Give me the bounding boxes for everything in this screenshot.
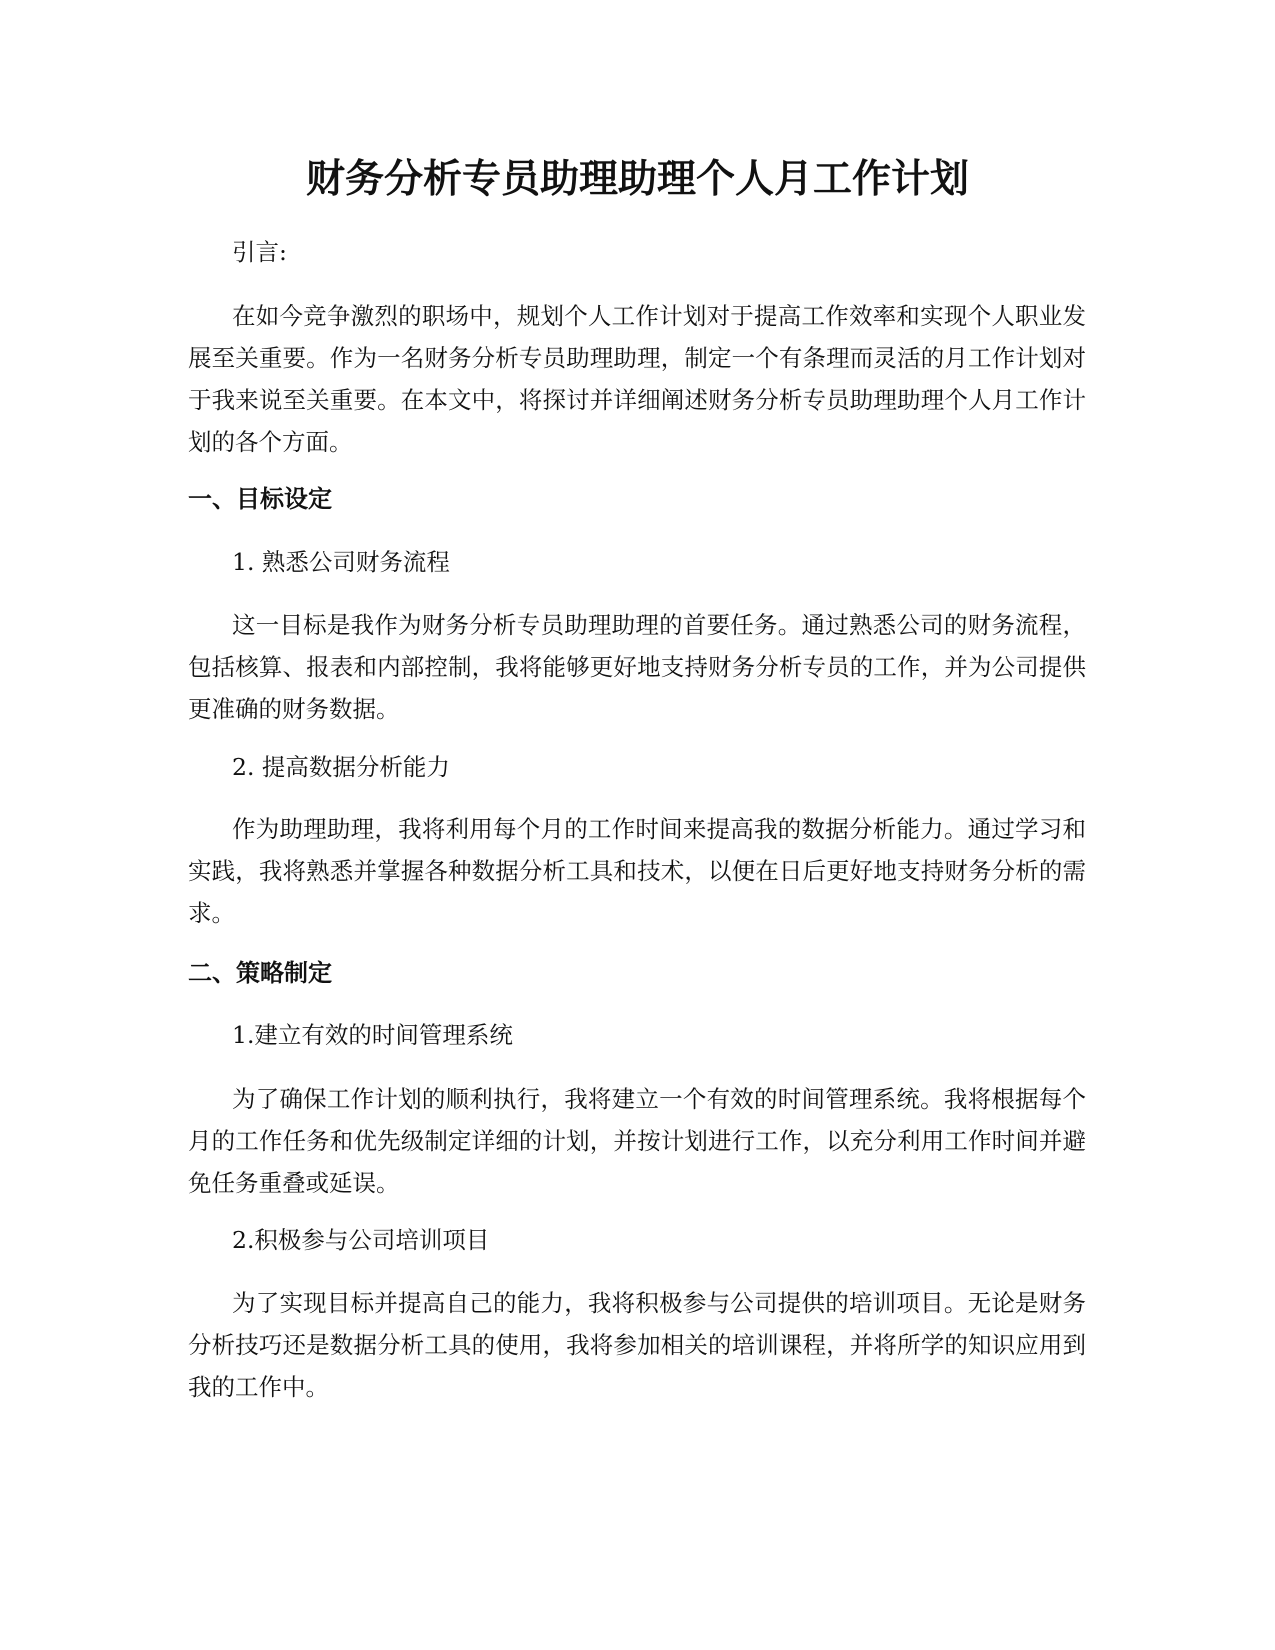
section-heading-strategy: 二、策略制定 [188, 959, 332, 987]
intro-paragraph: 在如今竞争激烈的职场中，规划个人工作计划对于提高工作效率和实现个人职业发展至关重要。作为一名财务分析专员助理助理，制定一个有条理而灵活的月工作计划对于我来说至关重要。在本文中，将探讨并详细阐述财务分析专员助理助理个人月工作计划的各个方面。 [188, 302, 1086, 456]
intro-label: 引言: [232, 238, 287, 266]
item-label-1-2: 2. 提高数据分析能力 [232, 753, 450, 781]
item-label-2-1: 1.建立有效的时间管理系统 [232, 1021, 513, 1049]
document-title: 财务分析专员助理助理个人月工作计划 [305, 157, 969, 202]
item-paragraph-1-1: 这一目标是我作为财务分析专员助理助理的首要任务。通过熟悉公司的财务流程，包括核算、报表和内部控制，我将能够更好地支持财务分析专员的工作，并为公司提供更准确的财务数据。 [188, 611, 1086, 723]
item-paragraph-2-1: 为了确保工作计划的顺利执行，我将建立一个有效的时间管理系统。我将根据每个月的工作任务和优先级制定详细的计划，并按计划进行工作，以充分利用工作时间并避免任务重叠或延误。 [188, 1085, 1086, 1197]
section-heading-goals: 一、目标设定 [188, 485, 332, 513]
item-label-2-2: 2.积极参与公司培训项目 [232, 1226, 490, 1254]
item-paragraph-2-2: 为了实现目标并提高自己的能力，我将积极参与公司提供的培训项目。无论是财务分析技巧还是数据分析工具的使用，我将参加相关的培训课程，并将所学的知识应用到我的工作中。 [188, 1289, 1086, 1401]
item-label-1-1: 1. 熟悉公司财务流程 [232, 548, 450, 576]
item-paragraph-1-2: 作为助理助理，我将利用每个月的工作时间来提高我的数据分析能力。通过学习和实践，我将熟悉并掌握各种数据分析工具和技术，以便在日后更好地支持财务分析的需求。 [188, 815, 1086, 927]
